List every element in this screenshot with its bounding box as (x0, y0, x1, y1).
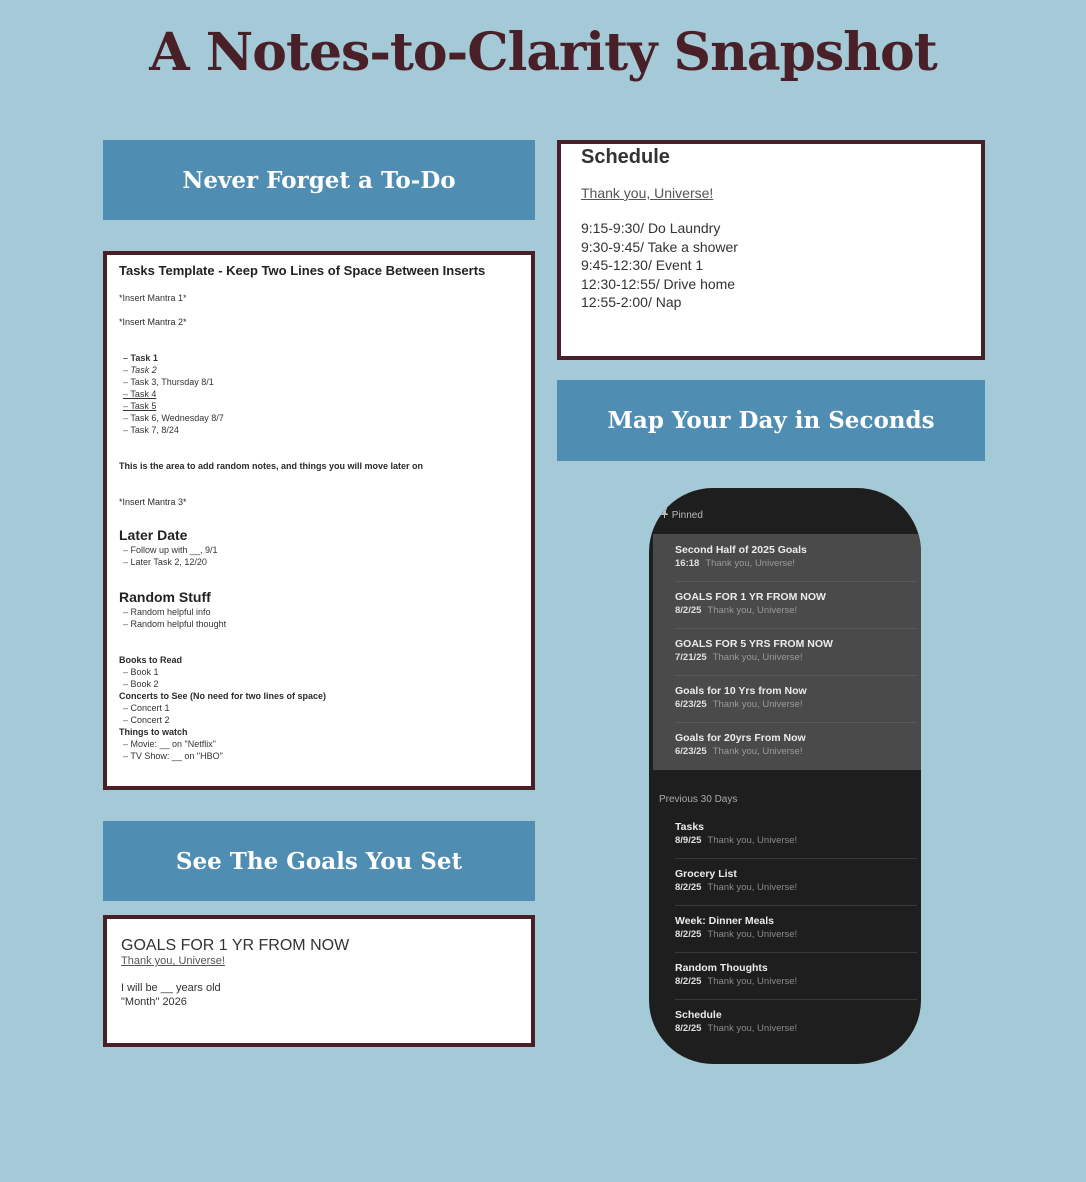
previous-30-days-label: Previous 30 Days (659, 794, 738, 805)
task-item: – Task 7, 8/24 (123, 424, 519, 436)
note-preview: Thank you, Universe! (712, 652, 803, 663)
mantra-2: *Insert Mantra 2* (119, 317, 187, 327)
page-title: A Notes-to-Clarity Snapshot (149, 22, 937, 83)
note-title: Schedule (675, 1009, 722, 1021)
note-title: GOALS FOR 5 YRS FROM NOW (675, 638, 833, 650)
books-list (119, 666, 519, 690)
schedule-subtitle: Thank you, Universe! (581, 185, 714, 201)
pin-icon (661, 508, 669, 521)
note-item[interactable] (675, 675, 917, 723)
note-date: 8/2/25 (675, 1023, 702, 1034)
watch-item: – TV Show: __ on "HBO" (123, 750, 519, 762)
phone-notes-list (649, 488, 921, 1064)
note-date: 7/21/25 (675, 652, 707, 663)
schedule-item: 12:55-2:00/ Nap (581, 294, 682, 311)
note-item[interactable] (675, 628, 917, 676)
goals-card (103, 915, 535, 1047)
schedule-item: 9:45-12:30/ Event 1 (581, 257, 704, 274)
goals-line: "Month" 2026 (121, 996, 187, 1008)
note-preview: Thank you, Universe! (707, 605, 798, 616)
note-preview: Thank you, Universe! (712, 746, 803, 757)
note-preview: Thank you, Universe! (707, 976, 798, 987)
task-item: – Task 3, Thursday 8/1 (123, 376, 519, 388)
task-list (119, 352, 519, 436)
goals-subtitle: Thank you, Universe! (121, 955, 225, 967)
note-item[interactable] (675, 811, 917, 859)
note-preview: Thank you, Universe! (712, 699, 803, 710)
later-list (119, 544, 519, 568)
note-item[interactable] (675, 581, 917, 629)
random-item: – Random helpful info (123, 606, 519, 618)
book-item: – Book 1 (123, 666, 519, 678)
mantra-1: *Insert Mantra 1* (119, 293, 187, 303)
later-date-heading: Later Date (119, 527, 188, 543)
concert-item: – Concert 1 (123, 702, 519, 714)
note-preview: Thank you, Universe! (707, 1023, 798, 1034)
schedule-item: 9:30-9:45/ Take a shower (581, 238, 738, 255)
random-stuff-heading: Random Stuff (119, 589, 211, 605)
later-item: – Follow up with __, 9/1 (123, 544, 519, 556)
note-title: Second Half of 2025 Goals (675, 544, 807, 556)
watch-heading: Things to watch (119, 727, 188, 737)
note-date: 8/2/25 (675, 882, 702, 893)
tasks-heading: Tasks Template - Keep Two Lines of Space Between Inserts (119, 263, 486, 278)
note-title: Goals for 20yrs From Now (675, 732, 806, 744)
book-item: – Book 2 (123, 678, 519, 690)
note-preview: Thank you, Universe! (707, 882, 798, 893)
note-date: 8/2/25 (675, 976, 702, 987)
watch-list (119, 738, 519, 762)
note-item[interactable] (675, 999, 917, 1046)
note-title: Tasks (675, 821, 704, 833)
schedule-item: 12:30-12:55/ Drive home (581, 275, 736, 292)
task-item: – Task 4 (123, 388, 519, 400)
note-date: 6/23/25 (675, 746, 707, 757)
schedule-heading: Schedule (581, 146, 670, 168)
note-preview: Thank you, Universe! (707, 835, 798, 846)
random-area-note: This is the area to add random notes, and things you will move later on (119, 461, 424, 471)
concert-item: – Concert 2 (123, 714, 519, 726)
note-item[interactable] (675, 952, 917, 1000)
schedule-card (557, 140, 985, 360)
random-list (119, 606, 519, 630)
tasks-template-card (103, 251, 535, 790)
mantra-3: *Insert Mantra 3* (119, 497, 187, 507)
note-date: 8/9/25 (675, 835, 702, 846)
pinned-section-label: Pinned (661, 508, 703, 521)
task-item: – Task 1 (123, 352, 519, 364)
concerts-list (119, 702, 519, 726)
schedule-item: 9:15-9:30/ Do Laundry (581, 220, 721, 236)
goals-heading: GOALS FOR 1 YR FROM NOW (121, 937, 350, 954)
goals-line: I will be __ years old (121, 982, 221, 994)
note-item[interactable] (675, 722, 917, 769)
note-date: 6/23/25 (675, 699, 707, 710)
note-date: 8/2/25 (675, 605, 702, 616)
random-item: – Random helpful thought (123, 618, 519, 630)
note-title: Goals for 10 Yrs from Now (675, 685, 807, 697)
note-item[interactable] (675, 905, 917, 953)
books-heading: Books to Read (119, 655, 183, 665)
todo-banner: Never Forget a To-Do (103, 140, 535, 220)
note-item[interactable] (675, 858, 917, 906)
goals-banner: See The Goals You Set (103, 821, 535, 901)
task-item: – Task 6, Wednesday 8/7 (123, 412, 519, 424)
watch-item: – Movie: __ on "Netflix" (123, 738, 519, 750)
note-item[interactable] (675, 534, 917, 582)
later-item: – Later Task 2, 12/20 (123, 556, 519, 568)
note-title: Week: Dinner Meals (675, 915, 775, 927)
note-title: Random Thoughts (675, 962, 768, 974)
task-item: – Task 2 (123, 364, 519, 376)
note-date: 8/2/25 (675, 929, 702, 940)
note-title: Grocery List (675, 868, 737, 880)
note-date: 16:18 (675, 558, 700, 569)
note-preview: Thank you, Universe! (705, 558, 796, 569)
map-banner: Map Your Day in Seconds (557, 380, 985, 461)
task-item: – Task 5 (123, 400, 519, 412)
concerts-heading: Concerts to See (No need for two lines of space) (119, 691, 327, 701)
note-title: GOALS FOR 1 YR FROM NOW (675, 591, 826, 603)
note-preview: Thank you, Universe! (707, 929, 798, 940)
